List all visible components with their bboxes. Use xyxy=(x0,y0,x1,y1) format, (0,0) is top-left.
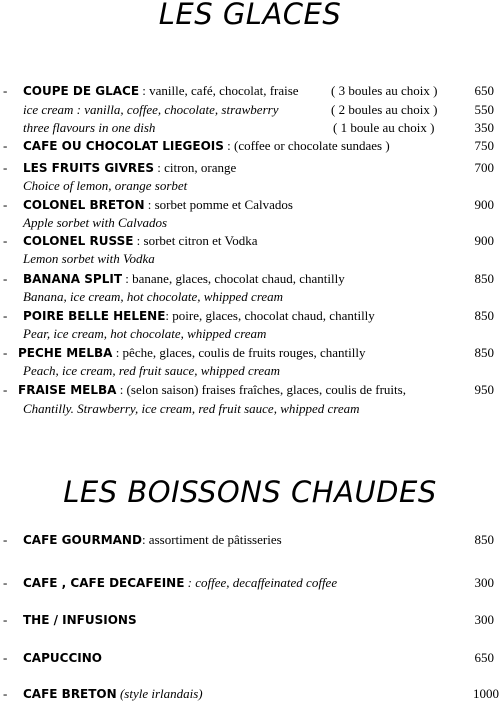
bullet-dash: - xyxy=(3,345,8,360)
item-price: 850 xyxy=(474,271,494,286)
item-choice: ( 2 boules au choix ) xyxy=(331,102,438,117)
menu-row-colonel-breton-en xyxy=(0,215,500,233)
menu-row-poire xyxy=(0,308,500,326)
menu-row-banana-en xyxy=(0,289,500,307)
item-name: PECHE MELBA xyxy=(18,346,113,360)
menu-row-capuccino xyxy=(0,650,500,668)
item-name: CAPUCCINO xyxy=(23,651,102,665)
item-price: 300 xyxy=(474,575,494,590)
item-price: 650 xyxy=(474,650,494,665)
item-desc: : coffee, decaffeinated coffee xyxy=(184,575,338,590)
item-price: 850 xyxy=(474,308,494,323)
item-price: 900 xyxy=(474,197,494,212)
item-name: FRAISE MELBA xyxy=(18,383,117,397)
item-desc: : pêche, glaces, coulis de fruits rouges, chantilly xyxy=(112,345,366,360)
bullet-dash: - xyxy=(3,612,8,627)
boissons-title: LES BOISSONS CHAUDES xyxy=(63,475,437,509)
menu-row-fraise-en xyxy=(0,401,500,419)
item-name: POIRE BELLE HELENE xyxy=(23,309,166,323)
menu-row-givres xyxy=(0,160,500,178)
item-desc: : (selon saison) fraises fraîches, glaces, coulis de fruits, xyxy=(116,382,406,397)
item-price: 1000 xyxy=(473,686,499,701)
item-choice: ( 3 boules au choix ) xyxy=(331,83,438,98)
item-desc: (style irlandais) xyxy=(116,686,203,701)
item-name: CAFE OU CHOCOLAT LIEGEOIS xyxy=(23,139,224,153)
menu-row-cafe-gourmand xyxy=(0,532,500,550)
menu-row-cafe-breton xyxy=(0,686,500,704)
item-desc-en: Apple sorbet with Calvados xyxy=(23,215,168,230)
bullet-dash: - xyxy=(3,650,8,665)
item-name: LES FRUITS GIVRES xyxy=(23,161,154,175)
item-price: 750 xyxy=(474,138,494,153)
item-desc: : sorbet citron et Vodka xyxy=(133,233,258,248)
menu-row-coupe xyxy=(0,83,500,101)
item-desc: : banane, glaces, chocolat chaud, chantilly xyxy=(122,271,345,286)
menu-row-givres-en xyxy=(0,178,500,196)
glaces-title: LES GLACES xyxy=(158,0,342,31)
menu-row-liegeois xyxy=(0,138,500,156)
item-choice: ( 1 boule au choix ) xyxy=(333,120,435,135)
bullet-dash: - xyxy=(3,138,8,153)
menu-row-colonel-russe-en xyxy=(0,251,500,269)
item-price: 300 xyxy=(474,612,494,627)
bullet-dash: - xyxy=(3,83,8,98)
menu-row-peche-en xyxy=(0,363,500,381)
item-price: 850 xyxy=(474,345,494,360)
item-price: 950 xyxy=(474,382,494,397)
item-price: 700 xyxy=(474,160,494,175)
item-desc-en: Chantilly. Strawberry, ice cream, red fruit sauce, whipped cream xyxy=(23,401,360,416)
bullet-dash: - xyxy=(3,308,8,323)
bullet-dash: - xyxy=(3,197,8,212)
menu-row-cafe xyxy=(0,575,500,593)
bullet-dash: - xyxy=(3,686,8,701)
menu-row-colonel-breton xyxy=(0,197,500,215)
menu-row-poire-en xyxy=(0,326,500,344)
bullet-dash: - xyxy=(3,160,8,175)
item-desc-en: Peach, ice cream, red fruit sauce, whipped cream xyxy=(23,363,281,378)
menu-row-colonel-russe xyxy=(0,233,500,251)
item-name: CAFE GOURMAND xyxy=(23,533,142,547)
bullet-dash: - xyxy=(3,233,8,248)
item-desc-en: three flavours in one dish xyxy=(23,120,156,135)
item-desc-en: Lemon sorbet with Vodka xyxy=(23,251,155,266)
item-name: COUPE DE GLACE xyxy=(23,84,140,98)
bullet-dash: - xyxy=(3,532,8,547)
item-desc: : citron, orange xyxy=(154,160,237,175)
item-name: THE / INFUSIONS xyxy=(23,613,137,627)
item-name: COLONEL RUSSE xyxy=(23,234,134,248)
item-price: 850 xyxy=(474,532,494,547)
bullet-dash: - xyxy=(3,271,8,286)
item-desc: : (coffee or chocolate sundaes ) xyxy=(223,138,390,153)
menu-row-coupe-3 xyxy=(0,120,500,138)
bullet-dash: - xyxy=(3,575,8,590)
menu-row-fraise xyxy=(0,382,500,400)
menu-row-peche xyxy=(0,345,500,363)
item-desc: : sorbet pomme et Calvados xyxy=(144,197,293,212)
item-price: 900 xyxy=(474,233,494,248)
item-desc: : assortiment de pâtisseries xyxy=(141,532,282,547)
item-name: CAFE , CAFE DECAFEINE xyxy=(23,576,185,590)
item-desc-en: ice cream : vanilla, coffee, chocolate, strawberry xyxy=(23,102,279,117)
item-price: 350 xyxy=(474,120,494,135)
item-desc: : vanille, café, chocolat, fraise xyxy=(139,83,299,98)
bullet-dash: - xyxy=(3,382,8,397)
item-name: COLONEL BRETON xyxy=(23,198,145,212)
item-desc: : poire, glaces, chocolat chaud, chantilly xyxy=(165,308,375,323)
item-price: 650 xyxy=(474,83,494,98)
item-name: BANANA SPLIT xyxy=(23,272,123,286)
item-desc-en: Pear, ice cream, hot chocolate, whipped cream xyxy=(23,326,267,341)
item-price: 550 xyxy=(474,102,494,117)
item-desc-en: Choice of lemon, orange sorbet xyxy=(23,178,188,193)
menu-row-coupe-2 xyxy=(0,102,500,120)
menu-row-banana xyxy=(0,271,500,289)
menu-row-the xyxy=(0,612,500,630)
item-desc-en: Banana, ice cream, hot chocolate, whipped cream xyxy=(23,289,284,304)
item-name: CAFE BRETON xyxy=(23,687,117,701)
